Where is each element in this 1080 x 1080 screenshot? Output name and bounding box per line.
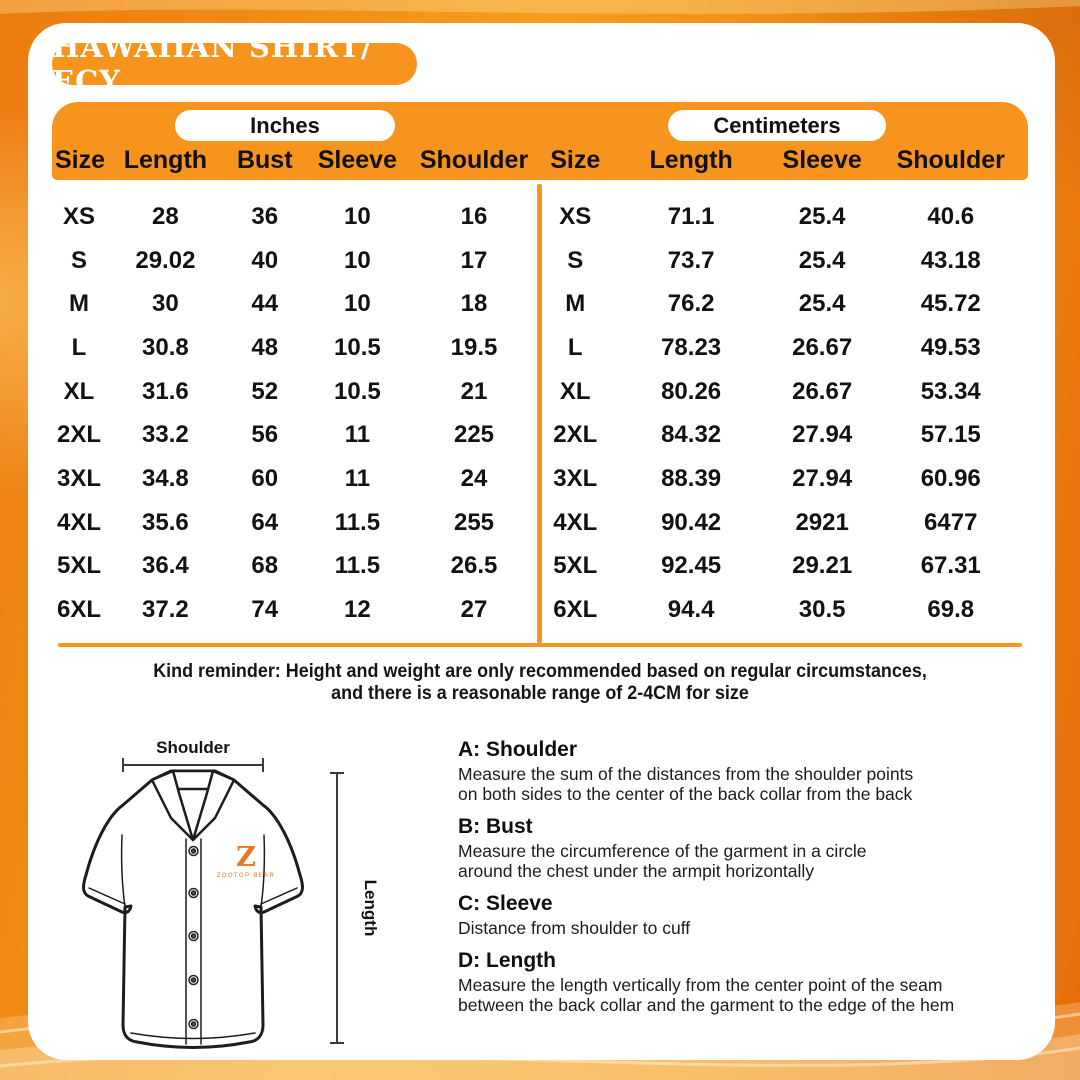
kind-reminder: [43, 660, 1037, 704]
table-row: [541, 457, 1030, 501]
table-row: [55, 326, 535, 370]
column-header: Sleeve: [317, 145, 397, 174]
instruction-shoulder-body: Measure the sum of the distances from the shoulder points on both sides to the center of the back collar from the back: [458, 764, 914, 804]
table-row: [541, 588, 1030, 632]
measurement-value: 36: [251, 202, 279, 230]
measurement-value: 21: [460, 377, 488, 405]
instruction-length-body: Measure the length vertically from the center point of the seam between the back collar and the garment to the edge of the hem: [458, 975, 955, 1015]
measurement-value: 76.2: [667, 290, 715, 318]
size-label: XS: [559, 202, 592, 230]
size-label: 6XL: [553, 596, 598, 624]
measurement-value: 73.7: [667, 246, 715, 274]
size-label: 4XL: [56, 508, 101, 536]
size-label: S: [70, 246, 87, 274]
measurement-value: 25.4: [798, 246, 846, 274]
measurement-value: 69.8: [927, 596, 975, 624]
size-label: 2XL: [553, 421, 598, 449]
table-row: [55, 195, 535, 239]
logo-mark: Z: [236, 842, 256, 873]
size-label: 4XL: [553, 508, 598, 536]
table-row: [55, 545, 535, 589]
measurement-value: 53.34: [920, 377, 981, 405]
measurement-value: 43.18: [920, 246, 981, 274]
measurement-value: 34.8: [142, 465, 189, 493]
table-row: [541, 414, 1030, 458]
measurement-value: 27.94: [792, 465, 853, 493]
size-label: 5XL: [553, 552, 598, 580]
measurement-value: 71.1: [667, 202, 715, 230]
size-label: S: [567, 246, 584, 274]
size-label: M: [69, 290, 89, 318]
measurement-value: 84.32: [661, 421, 722, 449]
table-row: [541, 545, 1030, 589]
measurement-value: 26.5: [450, 552, 498, 580]
size-label: L: [71, 333, 87, 361]
measurement-value: 11: [344, 421, 371, 449]
measurement-value: 48: [251, 333, 279, 361]
table-row: [541, 239, 1030, 283]
measurement-value: 88.39: [661, 465, 722, 493]
measurement-value: 60: [251, 465, 279, 493]
instruction-shoulder-heading: A: Shoulder: [458, 738, 577, 761]
measurement-value: 10: [344, 290, 371, 318]
measurement-value: 25.4: [798, 290, 846, 318]
measurement-value: 74: [251, 596, 279, 624]
shoulder-measure-label: Shoulder: [156, 738, 230, 757]
table-row: [55, 501, 535, 545]
instruction-sleeve-body: Distance from shoulder to cuff: [458, 918, 691, 938]
table-row: [541, 195, 1030, 239]
column-header: Shoulder: [419, 145, 529, 174]
logo-text: ZOOTOP BEAR: [216, 873, 276, 879]
table-row: [55, 282, 535, 326]
table-row: [541, 326, 1030, 370]
instruction-bust-heading: B: Bust: [458, 815, 533, 838]
column-header: Size: [55, 145, 106, 174]
measurement-value: 26.67: [792, 333, 853, 361]
inches-unit-label: Inches: [250, 112, 320, 138]
size-label: 2XL: [56, 421, 101, 449]
measurement-value: 225: [453, 421, 495, 449]
measurement-value: 26.67: [792, 377, 853, 405]
measurement-value: 67.31: [920, 552, 981, 580]
size-label: 3XL: [553, 465, 598, 493]
measurement-value: 17: [460, 246, 488, 274]
table-row: [55, 588, 535, 632]
measurement-value: 30.8: [142, 333, 189, 361]
measurement-value: 19.5: [450, 333, 498, 361]
measurement-value: 90.42: [661, 508, 722, 536]
length-measure-label: Length: [361, 879, 380, 937]
column-header: Length: [123, 145, 208, 174]
column-header: Bust: [236, 145, 293, 174]
measurement-value: 40: [251, 246, 279, 274]
measurement-value: 30.5: [798, 596, 846, 624]
reminder-line-2: and there is a reasonable range of 2-4CM for size: [331, 682, 749, 704]
reminder-line-1: Kind reminder: Height and weight are only recommended based on regular circumstances,: [153, 660, 927, 682]
measurement-value: 2921: [795, 508, 849, 536]
centimeters-table-body: [541, 195, 1030, 632]
measurement-value: 11: [344, 465, 371, 493]
size-label: 3XL: [56, 465, 101, 493]
measurement-value: 33.2: [142, 421, 189, 449]
measurement-value: 25.4: [798, 202, 846, 230]
measurement-value: 92.45: [661, 552, 722, 580]
measurement-value: 68: [251, 552, 279, 580]
instruction-length-heading: D: Length: [458, 949, 556, 972]
table-row: [55, 457, 535, 501]
measurement-value: 6477: [924, 508, 978, 536]
column-header: Size: [550, 145, 601, 174]
measurement-value: 11.5: [334, 552, 381, 580]
column-header: Shoulder: [896, 145, 1005, 174]
centimeters-column-headers: [541, 143, 1030, 177]
measurement-instructions: [458, 737, 1023, 1025]
measurement-value: 28: [152, 202, 179, 230]
size-label: 5XL: [56, 552, 101, 580]
measurement-value: 56: [251, 421, 279, 449]
instruction-length: [458, 948, 1023, 1015]
table-row: [541, 370, 1030, 414]
centimeters-unit-pill: [668, 110, 886, 141]
measurement-value: 49.53: [920, 333, 981, 361]
instruction-sleeve-heading: C: Sleeve: [458, 892, 553, 915]
instruction-bust: [458, 814, 1023, 881]
instruction-bust-body: Measure the circumference of the garment in a circle around the chest under the armpit horizontally: [458, 841, 867, 881]
measurement-value: 36.4: [142, 552, 189, 580]
length-measure-line: [330, 773, 344, 1043]
inches-table-body: [55, 195, 535, 632]
shirt-outline: [84, 771, 303, 1048]
measurement-value: 52: [251, 377, 279, 405]
measurement-value: 30: [152, 290, 179, 318]
measurement-value: 16: [460, 202, 488, 230]
centimeters-unit-label: Centimeters: [713, 112, 841, 138]
measurement-value: 57.15: [920, 421, 981, 449]
measurement-value: 44: [251, 290, 279, 318]
size-label: XL: [63, 377, 95, 405]
column-header: Length: [649, 145, 733, 174]
measurement-value: 27: [460, 596, 488, 624]
measurement-value: 78.23: [661, 333, 722, 361]
instruction-sleeve: [458, 891, 1023, 938]
measurement-value: 10: [344, 246, 371, 274]
measurement-value: 27.94: [792, 421, 853, 449]
measurement-value: 37.2: [142, 596, 189, 624]
table-row: [541, 501, 1030, 545]
size-label: L: [567, 333, 583, 361]
measurement-value: 35.6: [142, 508, 189, 536]
measurement-value: 18: [460, 290, 488, 318]
horizontal-divider: [58, 643, 1022, 647]
table-row: [55, 414, 535, 458]
measurement-value: 11.5: [334, 508, 381, 536]
size-label: XS: [62, 202, 95, 230]
shirt-measurement-diagram: [75, 735, 445, 1065]
measurement-value: 94.4: [667, 596, 715, 624]
size-label: 6XL: [56, 596, 101, 624]
measurement-value: 10.5: [334, 377, 381, 405]
measurement-value: 45.72: [920, 290, 981, 318]
measurement-value: 40.6: [927, 202, 975, 230]
inches-column-headers: [55, 143, 535, 177]
measurement-value: 24: [460, 465, 488, 493]
title-badge: [52, 30, 417, 98]
instruction-shoulder: [458, 737, 1023, 804]
measurement-value: 29.02: [135, 246, 196, 274]
measurement-value: 80.26: [661, 377, 722, 405]
measurement-value: 60.96: [920, 465, 981, 493]
measurement-value: 12: [344, 596, 371, 624]
vertical-table-divider: [537, 184, 542, 643]
size-label: M: [565, 290, 586, 318]
measurement-value: 10: [344, 202, 371, 230]
measurement-value: 29.21: [792, 552, 853, 580]
column-header: Sleeve: [782, 145, 862, 174]
inches-unit-pill: [175, 110, 395, 141]
measurement-value: 31.6: [142, 377, 189, 405]
measurement-value: 255: [453, 508, 495, 536]
measurement-value: 64: [251, 508, 279, 536]
table-row: [55, 370, 535, 414]
measurement-value: 10.5: [334, 333, 381, 361]
page-title: HAWAIIAN SHIRT/ ECY: [52, 30, 373, 98]
size-label: XL: [559, 377, 591, 405]
table-row: [55, 239, 535, 283]
table-row: [541, 282, 1030, 326]
